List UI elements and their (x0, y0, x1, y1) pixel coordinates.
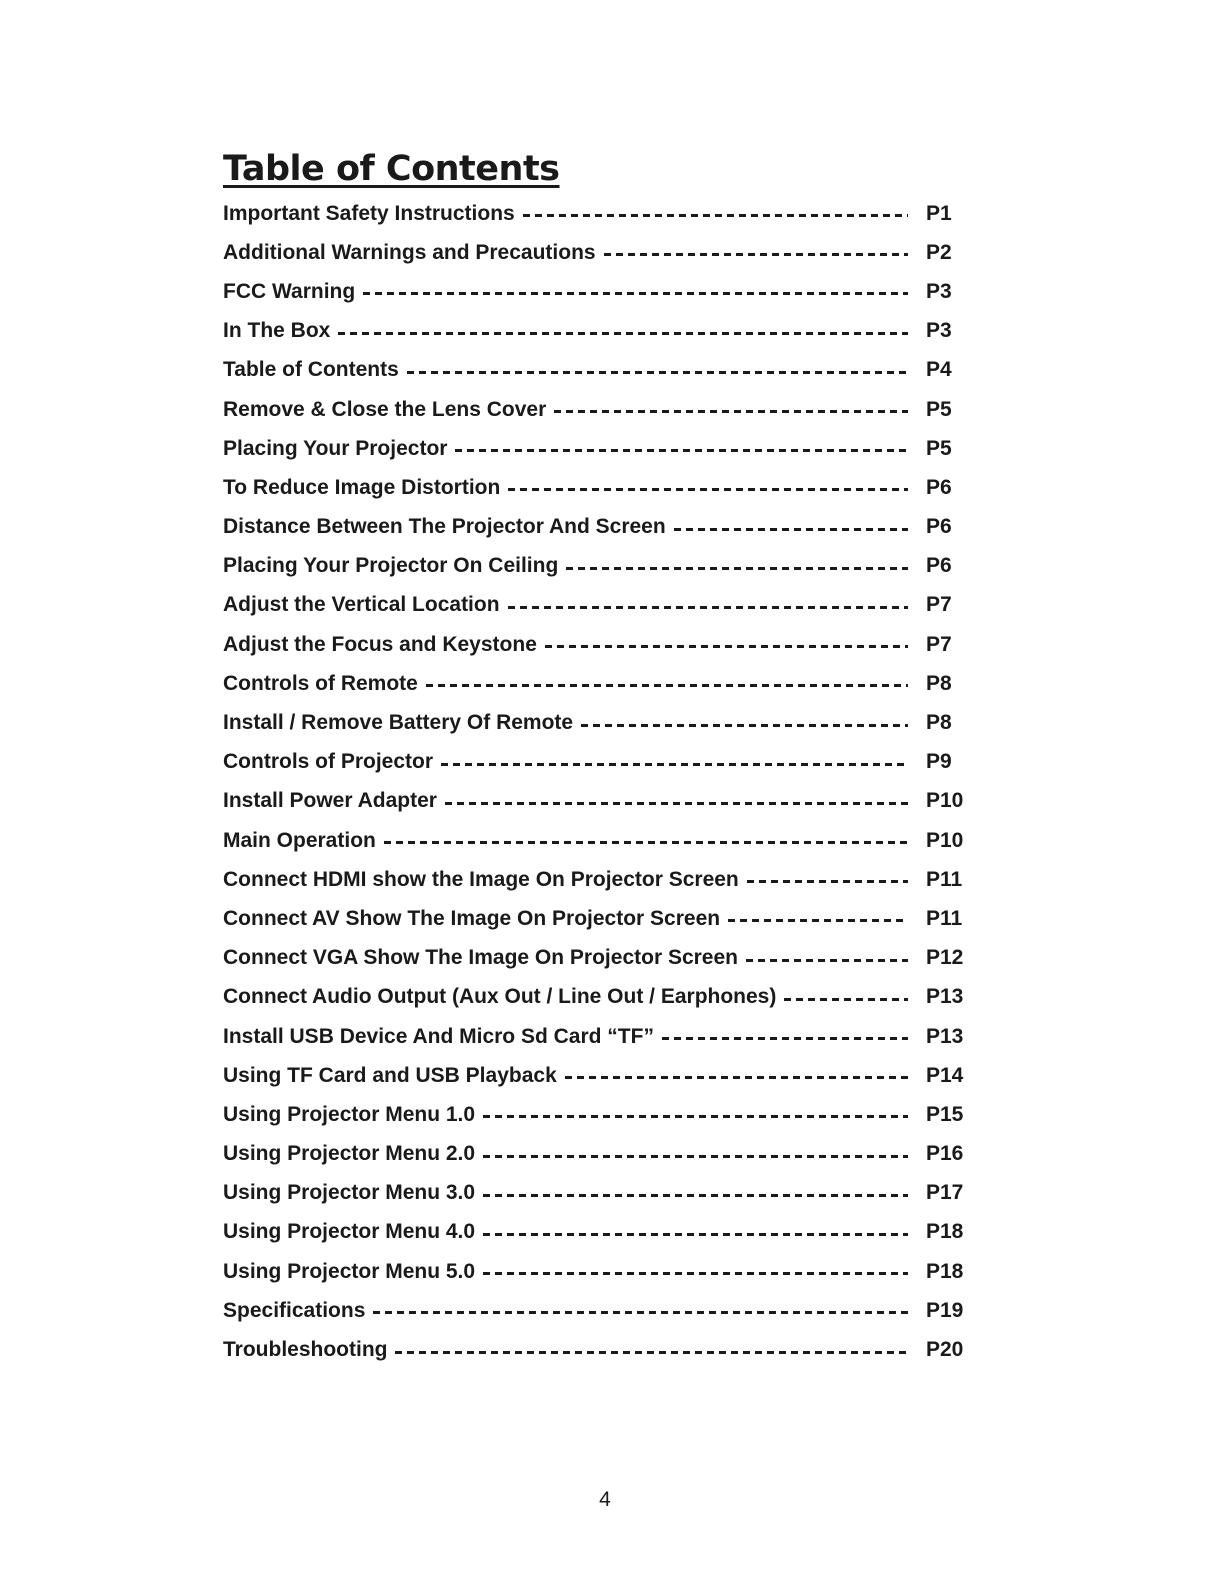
toc-entry (223, 978, 983, 1017)
dot-leader (338, 332, 908, 335)
toc-entry (223, 1135, 983, 1174)
dot-leader (483, 1194, 908, 1197)
dot-leader (565, 1076, 908, 1079)
toc-entry-label: Install / Remove Battery Of Remote (223, 711, 574, 735)
toc-entry-label: Install Power Adapter (223, 789, 437, 813)
toc-entry (223, 351, 983, 390)
toc-entry (223, 233, 983, 272)
toc-entry-page: P11 (926, 906, 963, 930)
toc-entry (223, 1252, 983, 1291)
dot-leader (728, 919, 908, 922)
toc-entry (223, 1213, 983, 1252)
toc-entry-label: FCC Warning (223, 279, 356, 303)
dot-leader (373, 1311, 908, 1314)
dot-leader (674, 528, 908, 531)
dot-leader (508, 488, 908, 491)
toc-entry-label: Controls of Projector (223, 750, 434, 774)
toc-entry-page: P5 (926, 436, 952, 460)
dot-leader (395, 1351, 908, 1354)
toc-entry-label: Additional Warnings and Precautions (223, 240, 596, 264)
toc-entry (223, 194, 983, 233)
toc-entry (223, 429, 983, 468)
dot-leader (508, 606, 908, 609)
toc-entry (223, 821, 983, 860)
dot-leader (784, 998, 908, 1001)
dot-leader (363, 292, 908, 295)
dot-leader (483, 1155, 908, 1158)
dot-leader (441, 763, 908, 766)
toc-entry-label: Connect AV Show The Image On Projector Screen (223, 906, 721, 930)
toc-entry-page: P3 (926, 319, 952, 343)
toc-entry (223, 625, 983, 664)
toc-entry-page: P6 (926, 475, 952, 499)
toc-entry-page: P3 (926, 279, 952, 303)
dot-leader (445, 802, 908, 805)
toc-entry-page: P12 (926, 946, 964, 970)
dot-leader (483, 1233, 908, 1236)
toc-entry-label: Using Projector Menu 1.0 (223, 1102, 476, 1126)
toc-entry (223, 468, 983, 507)
toc-entry-label: Connect HDMI show the Image On Projector Screen (223, 867, 739, 891)
toc-entry-page: P8 (926, 671, 952, 695)
toc-entry-page: P7 (926, 632, 952, 656)
toc-entry-label: Placing Your Projector (223, 436, 448, 460)
toc-entry-page: P20 (926, 1338, 964, 1362)
dot-leader (384, 841, 908, 844)
dot-leader (426, 684, 908, 687)
dot-leader (407, 371, 908, 374)
toc-entry-page: P6 (926, 515, 952, 539)
toc-entry-label: Using Projector Menu 2.0 (223, 1142, 476, 1166)
toc-entry (223, 703, 983, 742)
toc-entry-page: P13 (926, 985, 964, 1009)
toc-entry (223, 860, 983, 899)
toc-entry-label: Install USB Device And Micro Sd Card “TF” (223, 1024, 654, 1048)
page-number: 4 (599, 1488, 611, 1511)
toc-entry-page: P18 (926, 1259, 964, 1283)
toc-entry-label: Remove & Close the Lens Cover (223, 397, 547, 421)
dot-leader (581, 724, 908, 727)
toc-entry-page: P13 (926, 1024, 964, 1048)
toc-entry (223, 1056, 983, 1095)
toc-entry-page: P17 (926, 1181, 964, 1205)
toc-entry-label: Table of Contents (223, 358, 399, 382)
toc-entry-label: Distance Between The Projector And Screen (223, 515, 666, 539)
toc-entry-label: Using Projector Menu 3.0 (223, 1181, 476, 1205)
dot-leader (747, 880, 908, 883)
toc-entry-page: P10 (926, 789, 964, 813)
toc-entry-page: P15 (926, 1102, 964, 1126)
dot-leader (746, 959, 908, 962)
toc-entry-page: P8 (926, 711, 952, 735)
toc-entry-page: P2 (926, 240, 952, 264)
page-title: Table of Contents (223, 149, 560, 189)
toc-entry (223, 586, 983, 625)
toc-entry-label: Troubleshooting (223, 1338, 388, 1362)
dot-leader (662, 1037, 908, 1040)
toc-entry (223, 1017, 983, 1056)
dot-leader (483, 1115, 908, 1118)
toc-entry-page: P18 (926, 1220, 964, 1244)
toc-entry (223, 782, 983, 821)
toc-entry-label: Adjust the Vertical Location (223, 593, 500, 617)
toc-entry-page: P11 (926, 867, 963, 891)
toc-entry-label: Main Operation (223, 828, 376, 852)
toc-entry-label: Important Safety Instructions (223, 201, 515, 225)
toc-entry-page: P6 (926, 554, 952, 578)
toc-entry-label: Connect Audio Output (Aux Out / Line Out / Earphones) (223, 985, 777, 1009)
toc-entry-label: To Reduce Image Distortion (223, 475, 501, 499)
toc-entry (223, 508, 983, 547)
toc-entry-page: P16 (926, 1142, 964, 1166)
dot-leader (604, 253, 908, 256)
toc-entry (223, 1174, 983, 1213)
toc-list (223, 194, 983, 1370)
toc-entry-label: Using Projector Menu 4.0 (223, 1220, 476, 1244)
dot-leader (545, 645, 908, 648)
toc-entry (223, 899, 983, 938)
toc-entry-label: In The Box (223, 319, 331, 343)
toc-entry-label: Using TF Card and USB Playback (223, 1063, 557, 1087)
toc-entry-page: P9 (926, 750, 952, 774)
dot-leader (523, 214, 908, 217)
toc-entry (223, 939, 983, 978)
dot-leader (483, 1272, 908, 1275)
toc-entry-page: P4 (926, 358, 952, 382)
dot-leader (566, 567, 908, 570)
toc-entry-label: Specifications (223, 1298, 366, 1322)
dot-leader (554, 410, 908, 413)
toc-entry (223, 390, 983, 429)
toc-entry (223, 1095, 983, 1134)
toc-entry (223, 272, 983, 311)
toc-entry-page: P10 (926, 828, 964, 852)
toc-entry-page: P1 (926, 201, 952, 225)
toc-entry (223, 1291, 983, 1330)
toc-entry-page: P19 (926, 1298, 964, 1322)
toc-entry (223, 547, 983, 586)
toc-entry (223, 1330, 983, 1369)
toc-entry-page: P14 (926, 1063, 964, 1087)
toc-entry (223, 743, 983, 782)
toc-entry (223, 312, 983, 351)
toc-entry-label: Placing Your Projector On Ceiling (223, 554, 559, 578)
dot-leader (455, 449, 908, 452)
toc-entry-label: Adjust the Focus and Keystone (223, 632, 537, 656)
toc-entry-label: Controls of Remote (223, 671, 418, 695)
toc-entry-page: P7 (926, 593, 952, 617)
toc-entry-label: Using Projector Menu 5.0 (223, 1259, 476, 1283)
toc-entry-page: P5 (926, 397, 952, 421)
toc-entry (223, 664, 983, 703)
toc-entry-label: Connect VGA Show The Image On Projector Screen (223, 946, 738, 970)
